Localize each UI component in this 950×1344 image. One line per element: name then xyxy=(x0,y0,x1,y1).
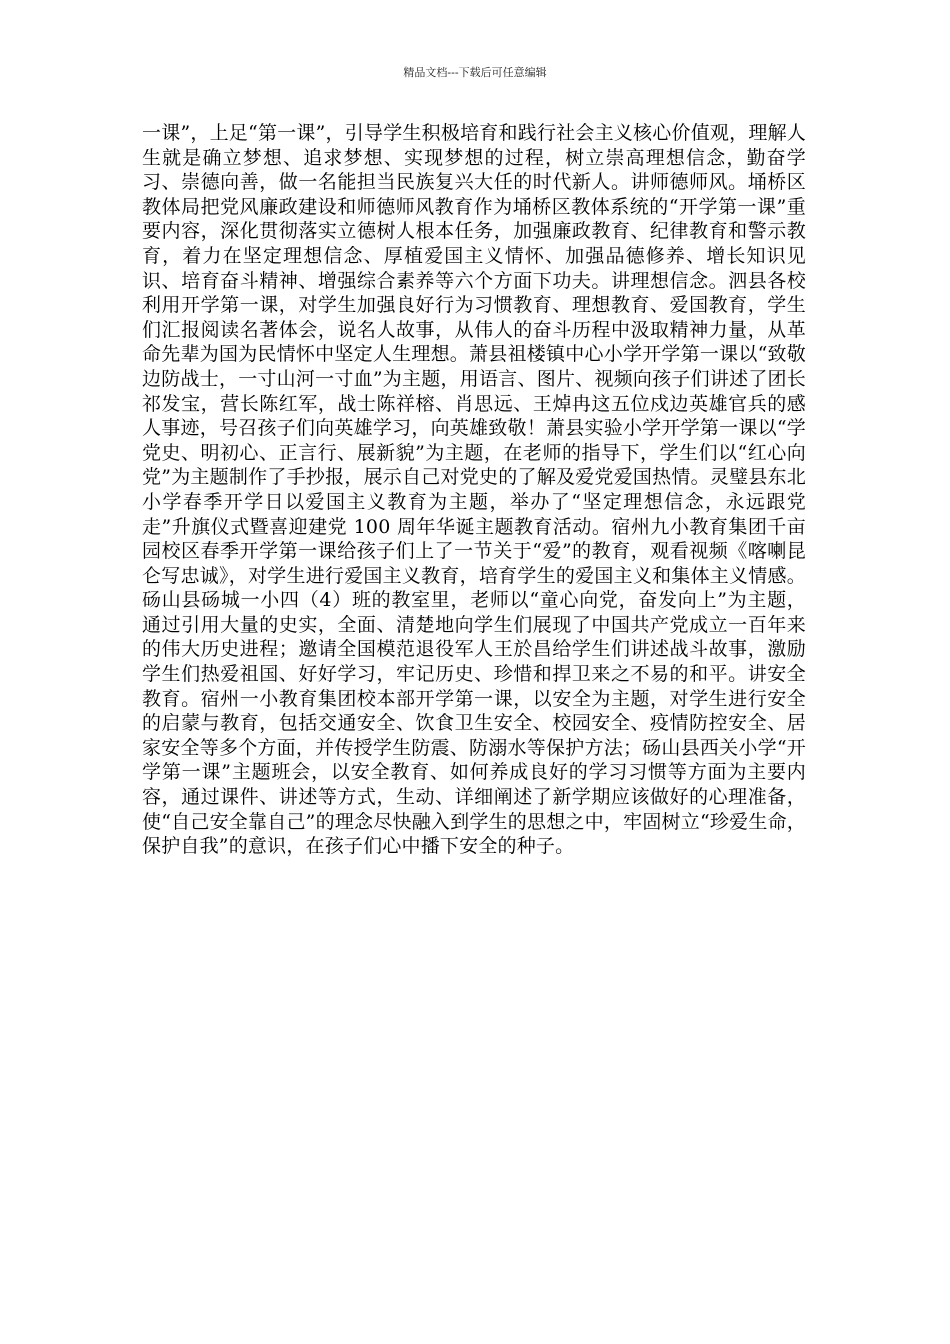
body-paragraph: 一课”，上足“第一课”，引导学生积极培育和践行社会主义核心价值观，理解人生就是确立梦想、追求梦想、实现梦想的过程，树立崇高理想信念，勤奋学习、崇德向善，做一名能担当民族复兴大任的时代新人。讲师德师风。埇桥区教体局把党风廉政建设和师德师风教育作为埇桥区教体系统的“开学第一课”重要内容，深化贯彻落实立德树人根本任务，加强廉政教育、纪律教育和警示教育，着力在坚定理想信念、厚植爱国主义情怀、加强品德修养、增长知识见识、培育奋斗精神、增强综合素养等六个方面下功夫。讲理想信念。泗县各校利用开学第一课，对学生加强良好行为习惯教育、理想教育、爱国教育，学生们汇报阅读名著体会，说名人故事，从伟人的奋斗历程中汲取精神力量，从革命先辈为国为民情怀中坚定人生理想。萧县祖楼镇中心小学开学第一课以“致敬边防战士，一寸山河一寸血”为主题，用语言、图片、视频向孩子们讲述了团长祁发宝，营长陈红军，战士陈祥榕、肖思远、王焯冉这五位戍边英雄官兵的感人事迹，号召孩子们向英雄学习，向英雄致敬！萧县实验小学开学第一课以“学党史、明初心、正言行、展新貌”为主题，在老师的指导下，学生们以“红心向党”为主题制作了手抄报，展示自己对党史的了解及爱党爱国热情。灵璧县东北小学春季开学日以爱国主义教育为主题，举办了“坚定理想信念，永远跟党走”升旗仪式暨喜迎建党 100 周年华诞主题教育活动。宿州九小教育集团千亩园校区春季开学第一课给孩子们上了一节关于“爱”的教育，观看视频《喀喇昆仑写忠诚》，对学生进行爱国主义教育，培育学生的爱国主义和集体主义情感。砀山县砀城一小四（4）班的教室里，老师以“童心向党，奋发向上”为主题，通过引用大量的史实，全面、清楚地向学生们展现了中国共产党成立一百年来的伟大历史进程；邀请全国模范退役军人王於昌给学生们讲述战斗故事，激励学生们热爱祖国、好好学习，牢记历史、珍惜和捍卫来之不易的和平。讲安全教育。宿州一小教育集团校本部开学第一课，以安全为主题，对学生进行安全的启蒙与教育，包括交通安全、饮食卫生安全、校园安全、疫情防控安全、居家安全等多个方面，并传授学生防震、防溺水等保护方法；砀山县西关小学“开学第一课”主题班会，以安全教育、如何养成良好的学习习惯等方面为主要内容，通过课件、讲述等方式，生动、详细阐述了新学期应该做好的心理准备，使“自己安全靠自己”的理念尽快融入到学生的思想之中，牢固树立“珍爱生命，保护自我”的意识，在孩子们心中播下安全的种子。 xyxy=(142,122,806,858)
page-header: 精品文档---下载后可任意编辑 xyxy=(403,66,547,79)
